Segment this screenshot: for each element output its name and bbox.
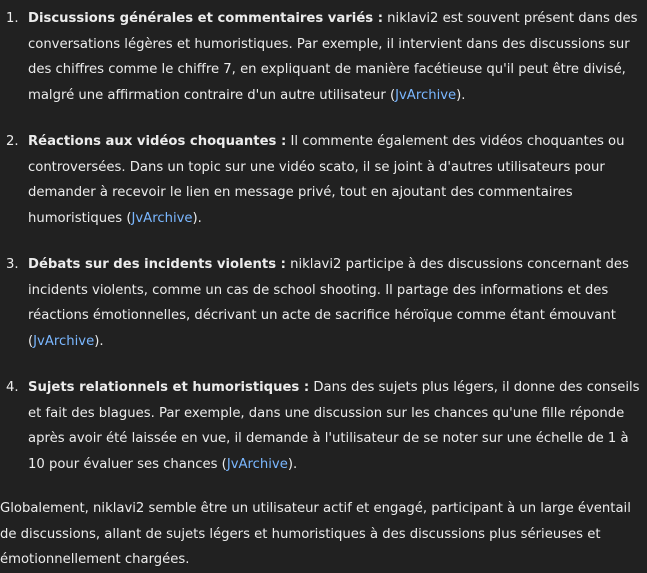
item-text: Dans des sujets plus légers, il donne des conseils et fait des blagues. Par exemple, dans une discussion sur les chances qu'une fille réponde après avoir été laissée en vue, il demande à l'utilisateur de se noter sur une échelle de 1 à 10 pour évaluer ses chances ( (28, 380, 640, 472)
item-end: ). (456, 87, 466, 103)
assistant-message (0, 6, 640, 573)
list-item (0, 252, 640, 354)
item-text: niklavi2 participe à des discussions concernant des incidents violents, comme un cas de school shooting. Il partage des informations et des réactions émotionnelles, décrivant un acte de sacrifice héroïque comme étant émouvant ( (28, 257, 629, 349)
list-item (0, 129, 640, 231)
list-number: 2. (6, 134, 19, 149)
item-end: ). (94, 333, 104, 349)
item-end: ). (287, 456, 298, 472)
list-number: 4. (6, 380, 19, 395)
numbered-list (0, 6, 640, 477)
list-item (0, 6, 640, 108)
list-item (0, 375, 640, 477)
item-text: niklavi2 est souvent présent dans des conversations légères et humoristiques. Par exemple, il intervient dans des discussions sur des chiffres comme le chiffre 7, en expliquant de manière facétieuse qu'il peut être divisé, malgré une affirmation contraire d'un autre utilisateur ( (28, 11, 638, 103)
list-number: 3. (6, 257, 19, 272)
item-title: Discussions générales et commentaires variés : (28, 11, 383, 26)
item-title: Sujets relationnels et humoristiques : (28, 380, 310, 395)
item-text: Il commente également des vidéos choquantes ou controversées. Dans un topic sur une vidéo scato, il se joint à d'autres utilisateurs pour demander à recevoir le lien en message privé, tout en ajoutant des commentaires humoristiques ( (28, 134, 625, 226)
source-link[interactable]: JvArchive (33, 333, 95, 349)
list-number: 1. (6, 11, 19, 26)
source-link[interactable]: JvArchive (226, 456, 288, 472)
item-title: Débats sur des incidents violents : (28, 257, 286, 272)
source-link[interactable]: JvArchive (395, 87, 457, 103)
source-link[interactable]: JvArchive (131, 210, 193, 226)
item-end: ). (192, 210, 202, 226)
item-title: Réactions aux vidéos choquantes : (28, 134, 287, 149)
summary-paragraph: Globalement, niklavi2 semble être un utilisateur actif et engagé, participant à un large éventail de discussions, allant de sujets légers et humoristiques à des discussions plus sérieuses et émotionnellement chargées. (0, 501, 631, 567)
